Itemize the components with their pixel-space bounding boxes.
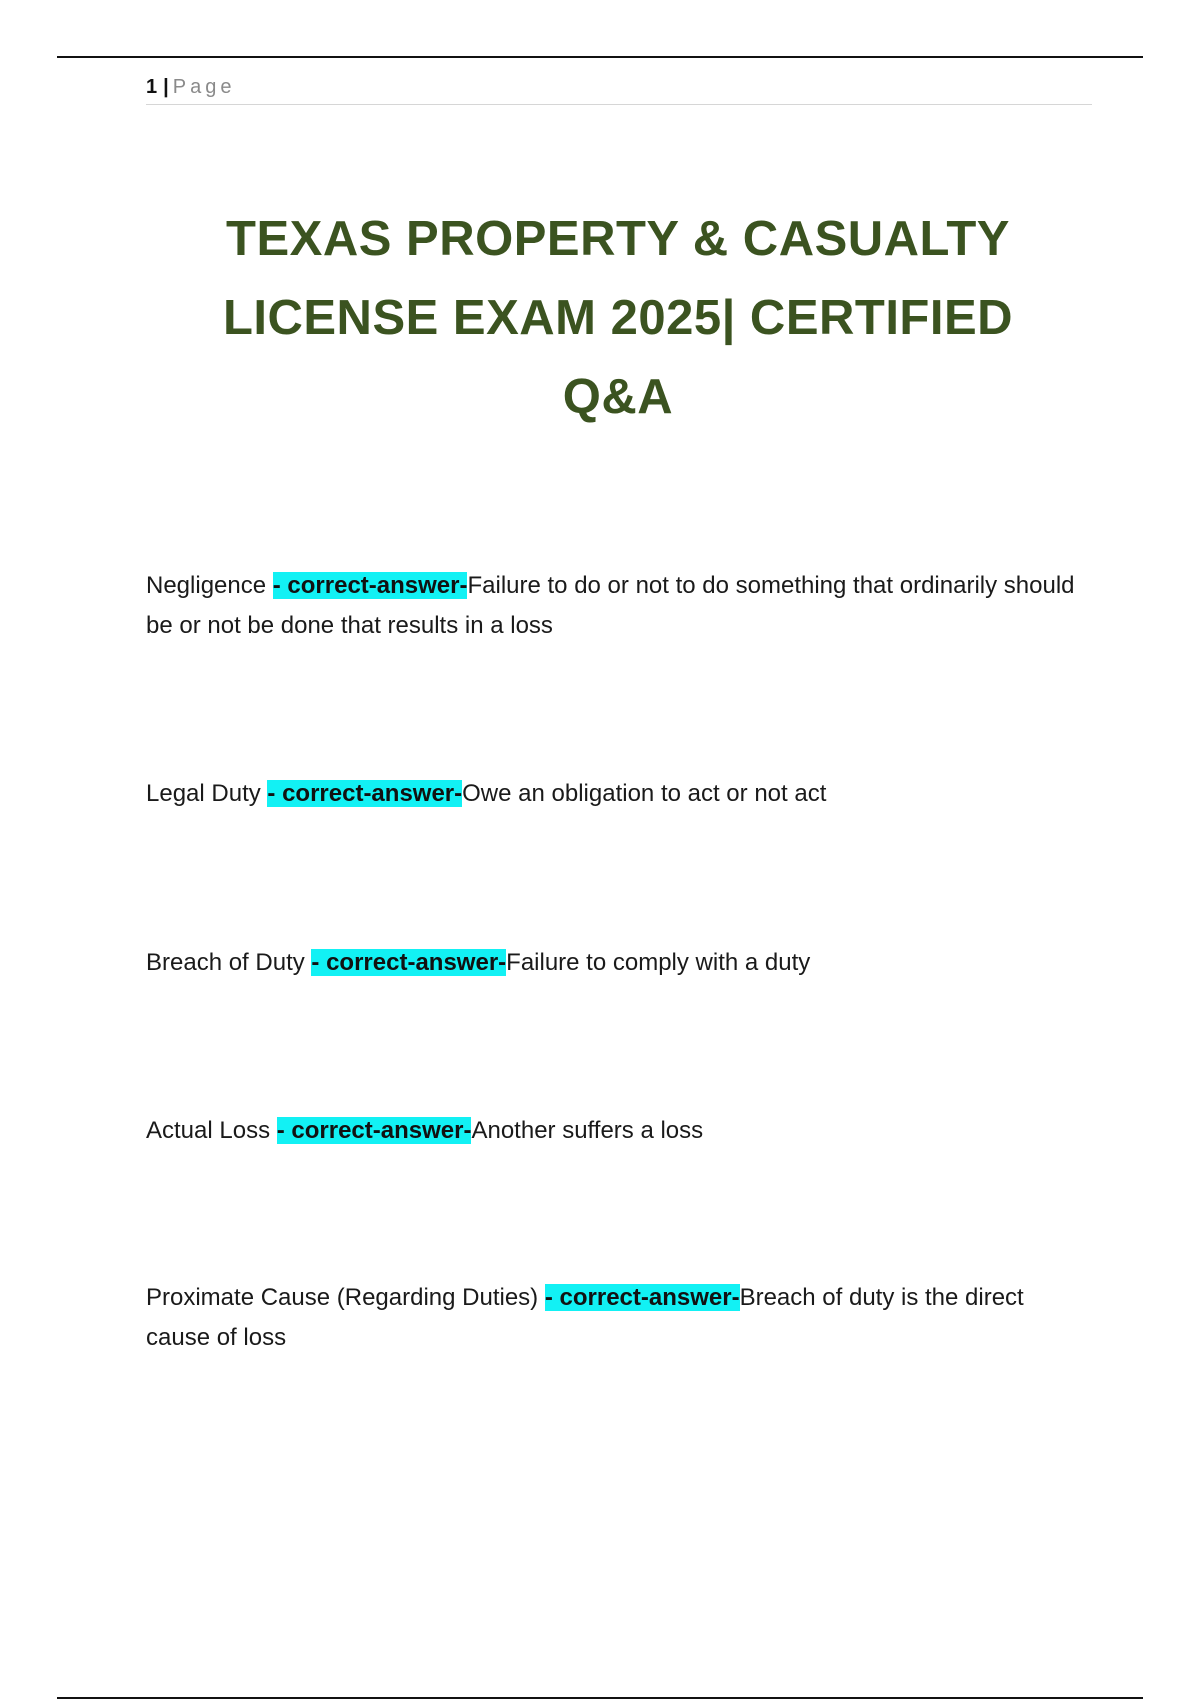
qa-term: Legal Duty bbox=[146, 780, 268, 807]
qa-term: Negligence bbox=[146, 572, 273, 599]
page-header bbox=[146, 74, 1092, 105]
qa-term: Actual Loss bbox=[146, 1117, 277, 1144]
qa-item-actual-loss bbox=[146, 1111, 1086, 1151]
bottom-rule bbox=[57, 1697, 1143, 1699]
qa-term: Breach of Duty bbox=[146, 949, 312, 976]
qa-answer: Breach of duty is the direct cause of loss bbox=[146, 1284, 1024, 1351]
qa-answer: Another suffers a loss bbox=[471, 1117, 704, 1144]
qa-answer: Owe an obligation to act or not act bbox=[462, 780, 827, 807]
title-line-2: LICENSE EXAM 2025| CERTIFIED bbox=[222, 291, 1014, 345]
qa-item-legal-duty bbox=[146, 774, 1086, 814]
qa-item-breach-of-duty bbox=[146, 943, 1086, 983]
page-label: Page bbox=[172, 76, 236, 98]
correct-answer-marker: - correct-answer- bbox=[267, 780, 463, 807]
document-title bbox=[100, 200, 1136, 437]
qa-item-proximate-cause bbox=[146, 1278, 1086, 1358]
correct-answer-marker: - correct-answer- bbox=[276, 1117, 472, 1144]
top-rule bbox=[57, 56, 1143, 58]
correct-answer-marker: - correct-answer- bbox=[272, 572, 468, 599]
page-separator: | bbox=[163, 76, 169, 98]
qa-answer: Failure to comply with a duty bbox=[506, 949, 811, 976]
qa-answer: Failure to do or not to do something that ordinarily should be or not be done that results in a loss bbox=[146, 572, 1075, 639]
correct-answer-marker: - correct-answer- bbox=[311, 949, 507, 976]
qa-term: Proximate Cause (Regarding Duties) bbox=[146, 1284, 545, 1311]
qa-item-negligence bbox=[146, 566, 1086, 646]
correct-answer-marker: - correct-answer- bbox=[544, 1284, 740, 1311]
title-line-1: TEXAS PROPERTY & CASUALTY bbox=[226, 212, 1010, 266]
page-number: 1 bbox=[146, 76, 158, 98]
title-line-3: Q&A bbox=[562, 370, 674, 424]
